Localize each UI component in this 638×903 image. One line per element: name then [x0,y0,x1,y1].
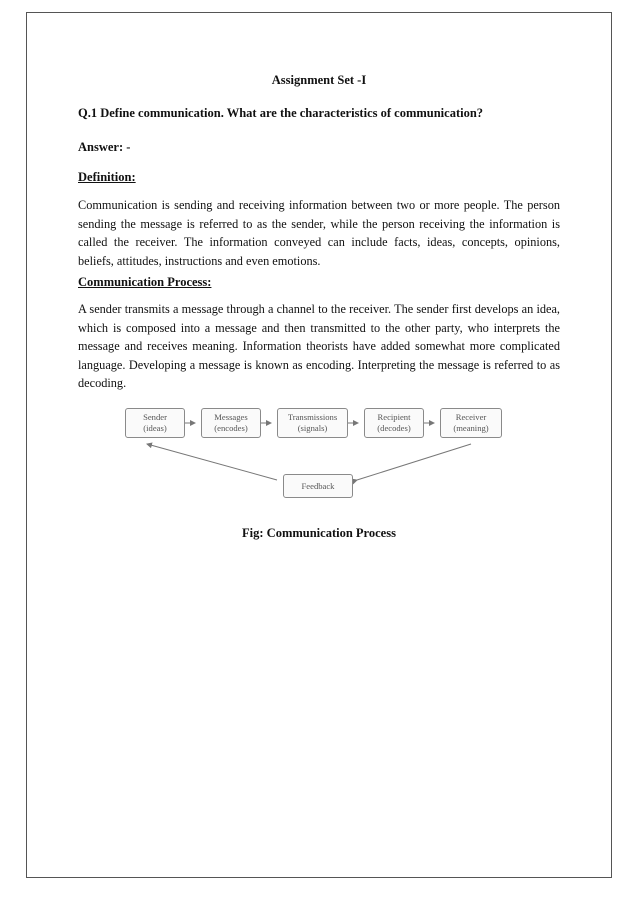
recipient-box [364,408,424,438]
sender-box [125,408,185,438]
question-heading: Q.1 Define communication. What are the characteristics of communication? [78,106,484,120]
transmissions-label: Transmissions [287,412,338,422]
messages-label: Messages [214,412,248,422]
messages-sublabel: (encodes) [214,423,248,433]
transmissions-sublabel: (signals) [297,423,328,433]
receiver-label: Receiver [455,412,487,422]
process-paragraph: A sender transmits a message through a channel to the receiver. The sender first develops an idea, which is composed into a message and then transmitted to the other party, who interprets the message and receives meaning. Information theorists have added somewhat more complicated language. Developing a message is known as encoding. Interpreting the message is referred to as decoding. [78,302,560,391]
recipient-sublabel: (decodes) [377,423,411,433]
messages-box [201,408,261,438]
feedback-label: Feedback [301,481,335,491]
feedback-box [283,474,353,498]
definition-paragraph: Communication is sending and receiving information between two or more people. The person sending the message is referred to as the sender, while the person receiving the information is called the receiver. The information conveyed can include facts, ideas, concepts, opinions, beliefs, attitudes, instructions and even emotions. [78,198,560,268]
arrow-receiver-feedback [357,444,471,480]
arrow-feedback-sender [147,444,277,480]
page-title: Assignment Set -I [271,73,367,87]
sender-label: Sender [143,412,167,422]
answer-label: Answer: - [78,140,131,154]
receiver-box [440,408,502,438]
figure-caption: Fig: Communication Process [242,526,396,540]
process-heading: Communication Process: [78,275,212,289]
communication-process-figure [125,408,519,504]
receiver-sublabel: (meaning) [453,423,489,433]
transmissions-box [277,408,348,438]
sender-sublabel: (ideas) [143,423,167,433]
recipient-label: Recipient [377,412,411,422]
definition-heading: Definition: [78,170,136,184]
